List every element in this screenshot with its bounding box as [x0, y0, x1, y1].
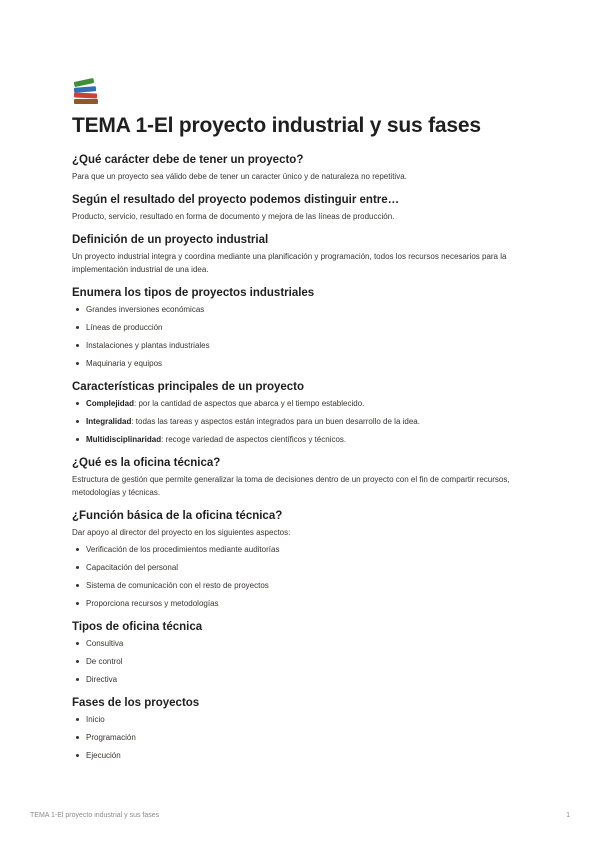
document-body: [72, 78, 532, 773]
list-item: Programación: [72, 731, 532, 744]
section-heading: Características principales de un proyecto: [72, 381, 305, 393]
bullet-list: [72, 637, 532, 686]
section-heading: Tipos de oficina técnica: [72, 621, 203, 633]
section-heading: Según el resultado del proyecto podemos distinguir entre…: [72, 194, 400, 206]
bullet-list: [72, 713, 532, 762]
bullet-list: [72, 543, 532, 610]
list-item: Instalaciones y plantas industriales: [72, 339, 532, 352]
term: Multidisciplinaridad: [86, 435, 162, 444]
list-item: [72, 433, 532, 446]
list-item: Capacitación del personal: [72, 561, 532, 574]
section-heading: Definición de un proyecto industrial: [72, 234, 269, 246]
list-item: Directiva: [72, 673, 532, 686]
list-item: Consultiva: [72, 637, 532, 650]
books-icon: [72, 78, 100, 104]
footer-title: TEMA 1-El proyecto industrial y sus fases: [30, 812, 160, 819]
page-footer: [30, 812, 570, 819]
section-text: Dar apoyo al director del proyecto en los siguientes aspectos:: [72, 528, 291, 537]
list-item: Líneas de producción: [72, 321, 532, 334]
page-title: TEMA 1-El proyecto industrial y sus fases: [72, 114, 481, 137]
term: Complejidad: [86, 399, 135, 408]
page-number: 1: [566, 812, 570, 819]
bullet-list: [72, 397, 532, 446]
section-text: Estructura de gestión que permite generalizar la toma de decisiones dentro de un proyecto con el fin de compartir recursos, metodologías y técnicas.: [72, 475, 510, 497]
term-desc: : por la cantidad de aspectos que abarca y el tiempo establecido.: [134, 399, 365, 408]
list-item: Verificación de los procedimientos mediante auditorías: [72, 543, 532, 556]
section-heading: Enumera los tipos de proyectos industriales: [72, 287, 315, 299]
term-desc: : recoge variedad de aspectos científicos y técnicos.: [161, 435, 347, 444]
term: Integralidad: [86, 417, 132, 426]
list-item: Proporciona recursos y metodologías: [72, 597, 532, 610]
section-text: Un proyecto industrial integra y coordina mediante una planificación y programación, todos los recursos necesarios para la implementación industrial de una idea.: [72, 252, 507, 274]
section-heading: ¿Función básica de la oficina técnica?: [72, 510, 283, 522]
section-heading: ¿Qué es la oficina técnica?: [72, 457, 221, 469]
section-heading: ¿Qué carácter debe de tener un proyecto?: [72, 154, 304, 166]
section-text: Para que un proyecto sea válido debe de tener un caracter único y de naturaleza no repetitiva.: [72, 172, 407, 181]
list-item: Grandes inversiones económicas: [72, 303, 532, 316]
list-item: Sistema de comunicación con el resto de proyectos: [72, 579, 532, 592]
section-heading: Fases de los proyectos: [72, 697, 200, 709]
list-item: [72, 397, 532, 410]
list-item: Ejecución: [72, 749, 532, 762]
section-text: Producto, servicio, resultado en forma de documento y mejora de las líneas de producción.: [72, 212, 395, 221]
list-item: Inicio: [72, 713, 532, 726]
list-item: De control: [72, 655, 532, 668]
bullet-list: [72, 303, 532, 370]
list-item: Maquinaria y equipos: [72, 357, 532, 370]
list-item: [72, 415, 532, 428]
term-desc: : todas las tareas y aspectos están integrados para un buen desarrollo de la idea.: [131, 417, 420, 426]
